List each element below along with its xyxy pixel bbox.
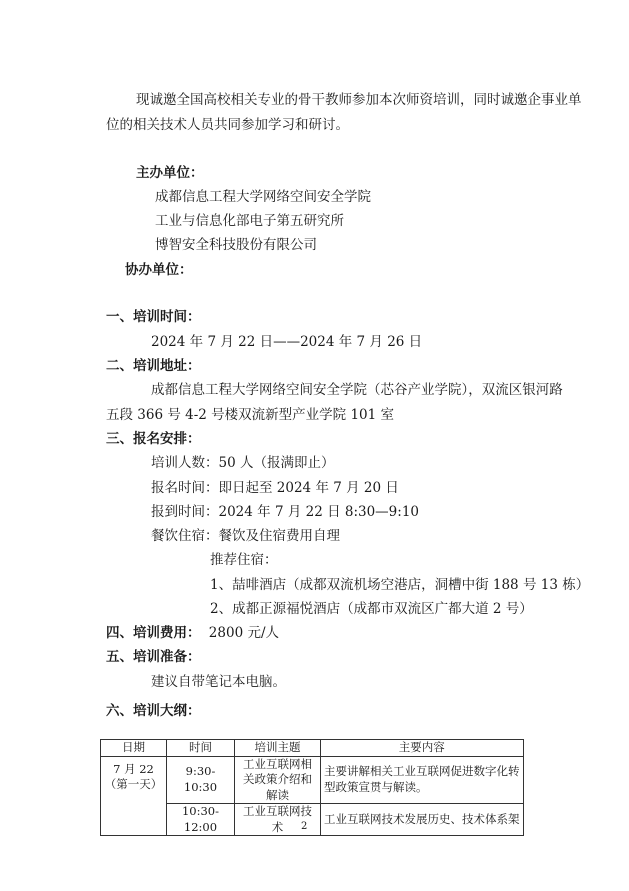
training-outline-table <box>100 739 524 836</box>
host-3: 博智安全科技股份有限公司 <box>155 237 317 253</box>
lodging: 餐饮住宿：餐饮及住宿费用自理 <box>151 528 340 544</box>
address-line-1: 成都信息工程大学网络空间安全学院（芯谷产业学院），双流区银河路 <box>151 382 563 398</box>
column-header-content: 主要内容 <box>321 740 524 757</box>
section-2-title: 二、培训地址： <box>106 358 201 374</box>
preparation-note: 建议自带笔记本电脑。 <box>151 674 286 690</box>
section-4-row <box>106 627 279 641</box>
section-1-title: 一、培训时间： <box>106 309 201 325</box>
signup-time: 报名时间：即日起至 2024 年 7 月 20 日 <box>151 480 399 496</box>
table-header-row <box>101 740 524 757</box>
intro-line-1: 现诚邀全国高校相关专业的骨干教师参加本次师资培训，同时诚邀企事业单 <box>136 92 582 108</box>
intro-line-2: 位的相关技术人员共同参加学习和研讨。 <box>106 117 349 133</box>
co-host-label: 协办单位： <box>125 262 193 278</box>
topic-cell: 工业互联网技术 <box>235 804 321 836</box>
hotel-2: 2、成都正源福悦酒店（成都市双流区广都大道 2 号） <box>210 601 533 617</box>
topic-cell: 工业互联网相关政策介绍和解读 <box>235 756 321 804</box>
page-number: 2 <box>301 821 308 832</box>
training-fee: 2800 元/人 <box>208 625 279 641</box>
hotel-1: 1、喆啡酒店（成都双流机场空港店，洞槽中街 188 号 13 栋） <box>210 577 590 593</box>
column-header-time: 时间 <box>167 740 235 757</box>
checkin-time: 报到时间：2024 年 7 月 22 日 8:30—9:10 <box>151 504 420 520</box>
table-row <box>101 756 524 804</box>
host-1: 成都信息工程大学网络空间安全学院 <box>155 189 371 205</box>
host-label: 主办单位： <box>136 165 204 181</box>
section-5-title: 五、培训准备： <box>106 649 201 665</box>
address-line-2: 五段 366 号 4-2 号楼双流新型产业学院 101 室 <box>106 407 395 423</box>
training-date: 2024 年 7 月 22 日——2024 年 7 月 26 日 <box>151 334 423 350</box>
host-2: 工业与信息化部电子第五研究所 <box>155 213 344 229</box>
content-cell: 主要讲解相关工业互联网促进数字化转型政策宣贯与解读。 <box>321 756 524 804</box>
section-3-title: 三、报名安排： <box>106 431 201 447</box>
time-cell: 9:30-10:30 <box>167 756 235 804</box>
headcount: 培训人数：50 人（报满即止） <box>151 455 335 471</box>
time-cell: 10:30-12:00 <box>167 804 235 836</box>
content-cell: 工业互联网技术发展历史、技术体系架 <box>321 804 524 836</box>
column-header-date: 日期 <box>101 740 167 757</box>
section-6-title: 六、培训大纲： <box>106 703 201 719</box>
recommended-lodging-label: 推荐住宿： <box>210 552 278 568</box>
column-header-topic: 培训主题 <box>235 740 321 757</box>
section-4-title: 四、培训费用： <box>106 625 201 641</box>
date-cell: 7 月 22 （第一天） <box>101 756 167 836</box>
